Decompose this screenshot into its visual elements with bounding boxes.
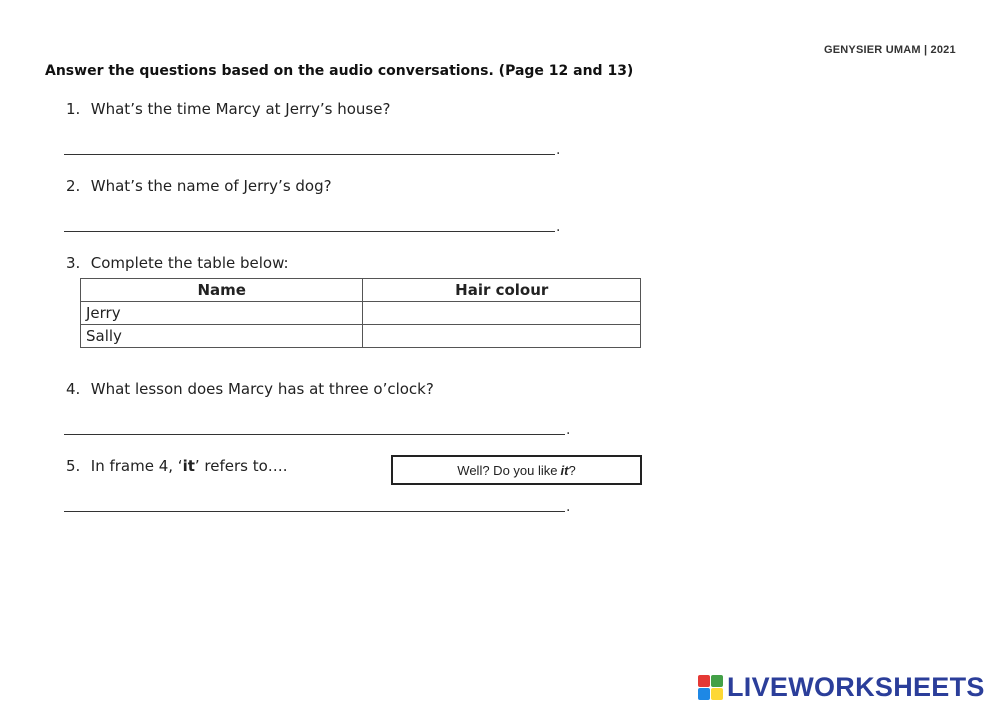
question-number: 2. (66, 177, 81, 195)
liveworksheets-logo (698, 671, 985, 702)
answer-line-2[interactable] (64, 231, 555, 232)
answer-line-1[interactable] (64, 154, 555, 155)
logo-square-yellow (711, 688, 723, 700)
question-number: 3. (66, 254, 81, 272)
question-5 (66, 457, 288, 475)
question-2 (66, 177, 332, 195)
logo-icon (698, 675, 723, 700)
question-number: 5. (66, 457, 81, 475)
hair-colour-table (80, 278, 641, 348)
column-header-hair-colour: Hair colour (363, 279, 641, 302)
table-row (81, 302, 641, 325)
column-header-name: Name (81, 279, 363, 302)
line-end-dot: . (556, 142, 561, 158)
logo-text: LIVEWORKSHEETS (727, 671, 985, 702)
question-text: What lesson does Marcy has at three o’clock? (90, 380, 434, 398)
cell-name: Sally (81, 325, 363, 348)
question-text: What’s the name of Jerry’s dog? (90, 177, 332, 195)
question-text-after: ’ refers to…. (194, 457, 288, 475)
question-number: 4. (66, 380, 81, 398)
frame-quote-prefix: Well? Do you like (457, 462, 558, 478)
question-text: What’s the time Marcy at Jerry’s house? (90, 100, 391, 118)
cell-name: Jerry (81, 302, 363, 325)
table-header-row (81, 279, 641, 302)
question-1 (66, 100, 390, 118)
frame-quote-suffix: ? (568, 462, 576, 478)
frame-quote-emphasis: it (560, 462, 569, 478)
line-end-dot: . (556, 219, 561, 235)
answer-line-5[interactable] (64, 511, 565, 512)
question-4 (66, 380, 434, 398)
logo-square-blue (698, 688, 710, 700)
question-text-before: In frame 4, ‘ (90, 457, 183, 475)
question-text-emphasis: it (182, 457, 195, 475)
line-end-dot: . (566, 422, 571, 438)
table-row (81, 325, 641, 348)
answer-line-4[interactable] (64, 434, 565, 435)
line-end-dot: . (566, 499, 571, 515)
frame-quote-box (391, 455, 642, 485)
header-author: GENYSIER UMAM | 2021 (824, 44, 956, 56)
logo-square-green (711, 675, 723, 687)
cell-hair-colour-input[interactable] (363, 302, 641, 325)
question-number: 1. (66, 100, 81, 118)
cell-hair-colour-input[interactable] (363, 325, 641, 348)
instruction-heading: Answer the questions based on the audio conversations. (Page 12 and 13) (45, 63, 634, 79)
question-text: Complete the table below: (90, 254, 289, 272)
logo-square-red (698, 675, 710, 687)
question-3 (66, 254, 289, 272)
